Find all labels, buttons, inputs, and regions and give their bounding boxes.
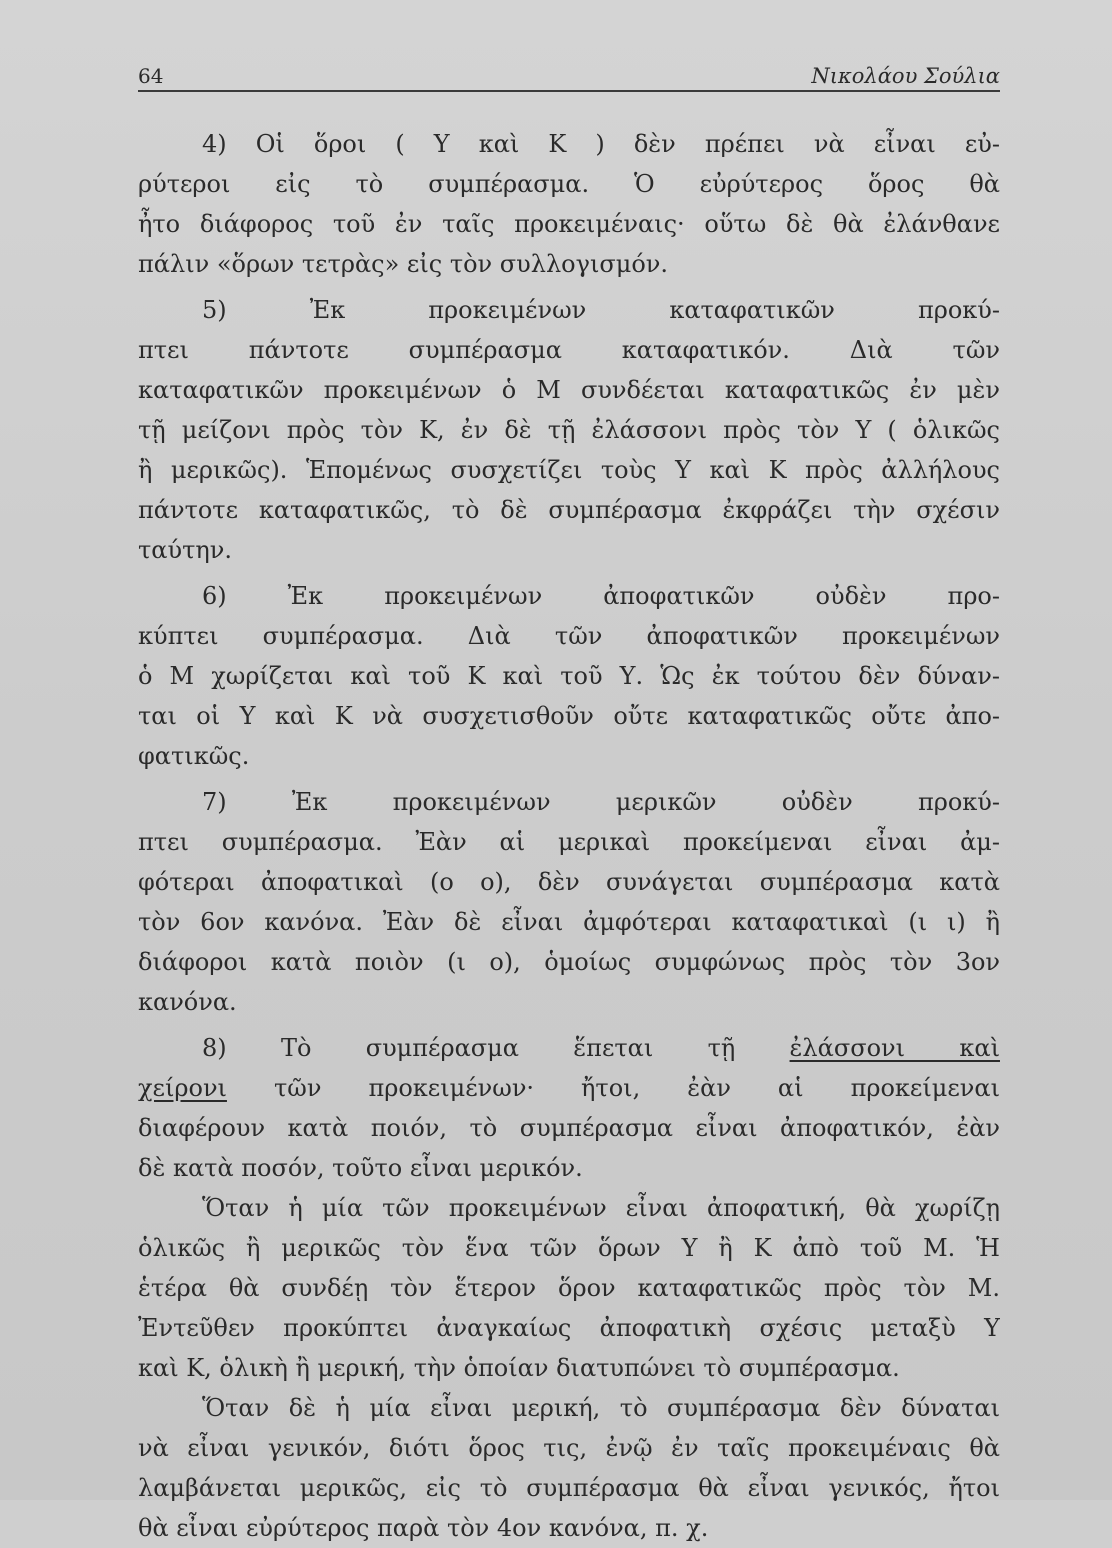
text-line: ρύτεροι εἰς τὸ συμπέρασμα. Ὁ εὐρύτερος ὅρος θὰ bbox=[138, 170, 1000, 198]
underlined-text: ἐλάσσονι καὶ bbox=[789, 1034, 1000, 1062]
text-line: πτει συμπέρασμα. Ἐὰν αἱ μερικαὶ προκείμεναι εἶναι ἀμ- bbox=[138, 828, 1000, 856]
page-header bbox=[138, 60, 1000, 92]
text-line: πάντοτε καταφατικῶς, τὸ δὲ συμπέρασμα ἐκφράζει τὴν σχέσιν bbox=[138, 496, 1000, 524]
text-line: νὰ εἶναι γενικόν, διότι ὅρος τις, ἐνῷ ἐν ταῖς προκειμέναις θὰ bbox=[138, 1434, 1000, 1462]
running-head-author: Νικολάου Σούλια bbox=[811, 64, 1000, 88]
text-line: τῇ μείζονι πρὸς τὸν Κ, ἐν δὲ τῇ ἐλάσσονι πρὸς τὸν Υ ( ὁλικῶς bbox=[138, 416, 1000, 444]
text-line: καὶ Κ, ὁλικὴ ἢ μερική, τὴν ὁποίαν διατυπώνει τὸ συμπέρασμα. bbox=[138, 1354, 900, 1382]
text-line: διαφέρουν κατὰ ποιόν, τὸ συμπέρασμα εἶναι ἀποφατικόν, ἐὰν bbox=[138, 1114, 1000, 1142]
text-line: δὲ κατὰ ποσόν, τοῦτο εἶναι μερικόν. bbox=[138, 1154, 583, 1182]
text-line: ταύτην. bbox=[138, 536, 232, 564]
text-line: πάλιν «ὅρων τετρὰς» εἰς τὸν συλλογισμόν. bbox=[138, 250, 669, 278]
text-line: ἑτέρα θὰ συνδέῃ τὸν ἕτερον ὅρον καταφατικῶς πρὸς τὸν Μ. bbox=[138, 1274, 1000, 1302]
text-line: καταφατικῶν προκειμένων ὁ Μ συνδέεται καταφατικῶς ἐν μὲν bbox=[138, 376, 1000, 404]
text-line: λαμβάνεται μερικῶς, εἰς τὸ συμπέρασμα θὰ εἶναι γενικός, ἤτοι bbox=[138, 1474, 1000, 1502]
text-line: 6) Ἐκ προκειμένων ἀποφατικῶν οὐδὲν προ- bbox=[202, 582, 1000, 610]
text-line: 5) Ἐκ προκειμένων καταφατικῶν προκύ- bbox=[202, 296, 1000, 324]
text-line: φατικῶς. bbox=[138, 742, 250, 770]
text-line: Ἐντεῦθεν προκύπτει ἀναγκαίως ἀποφατικὴ σχέσις μεταξὺ Υ bbox=[138, 1314, 1000, 1342]
text-line: 4) Οἱ ὅροι ( Υ καὶ Κ ) δὲν πρέπει νὰ εἶναι εὐ- bbox=[202, 130, 1000, 158]
underlined-text: χείρονι bbox=[138, 1074, 227, 1102]
text-line: τὸν 6ον κανόνα. Ἐὰν δὲ εἶναι ἀμφότεραι καταφατικαὶ (ι ι) ἢ bbox=[138, 908, 1000, 936]
text-line: ται οἱ Υ καὶ Κ νὰ συσχετισθοῦν οὔτε καταφατικῶς οὔτε ἀπο- bbox=[138, 702, 1000, 730]
text-line: Ὅταν δὲ ἡ μία εἶναι μερική, τὸ συμπέρασμα δὲν δύναται bbox=[202, 1394, 1000, 1422]
text-line bbox=[138, 1068, 1000, 1108]
text-line bbox=[138, 1028, 1000, 1068]
page-body bbox=[138, 124, 1000, 1548]
text-line: φότεραι ἀποφατικαὶ (ο ο), δὲν συνάγεται συμπέρασμα κατὰ bbox=[138, 868, 1000, 896]
text-span: τῶν προκειμένων· ἤτοι, ἐὰν αἱ προκείμεναι bbox=[273, 1074, 1000, 1102]
page-number: 64 bbox=[138, 64, 164, 88]
text-line: Ὅταν ἡ μία τῶν προκειμένων εἶναι ἀποφατική, θὰ χωρίζῃ bbox=[202, 1194, 1000, 1222]
text-line: διάφοροι κατὰ ποιὸν (ι ο), ὁμοίως συμφώνως πρὸς τὸν 3ον bbox=[138, 948, 1000, 976]
text-line: ἢ μερικῶς). Ἑπομένως συσχετίζει τοὺς Υ καὶ Κ πρὸς ἀλλήλους bbox=[138, 456, 1000, 484]
text-span: 8) Τὸ συμπέρασμα ἕπεται τῇ bbox=[202, 1034, 736, 1062]
text-line: κανόνα. bbox=[138, 988, 237, 1016]
text-line: θὰ εἶναι εὐρύτερος παρὰ τὸν 4ον κανόνα, π. χ. bbox=[138, 1514, 709, 1542]
text-line: 7) Ἐκ προκειμένων μερικῶν οὐδὲν προκύ- bbox=[202, 788, 1000, 816]
text-line: ὁ Μ χωρίζεται καὶ τοῦ Κ καὶ τοῦ Υ. Ὡς ἐκ τούτου δὲν δύναν- bbox=[138, 662, 1000, 690]
text-line: ἦτο διάφορος τοῦ ἐν ταῖς προκειμέναις· οὕτω δὲ θὰ ἐλάνθανε bbox=[138, 210, 1000, 238]
text-line: κύπτει συμπέρασμα. Διὰ τῶν ἀποφατικῶν προκειμένων bbox=[138, 622, 1000, 650]
text-line: ὁλικῶς ἢ μερικῶς τὸν ἕνα τῶν ὅρων Υ ἢ Κ ἀπὸ τοῦ Μ. Ἡ bbox=[138, 1234, 1000, 1262]
text-line: πτει πάντοτε συμπέρασμα καταφατικόν. Διὰ τῶν bbox=[138, 336, 1000, 364]
